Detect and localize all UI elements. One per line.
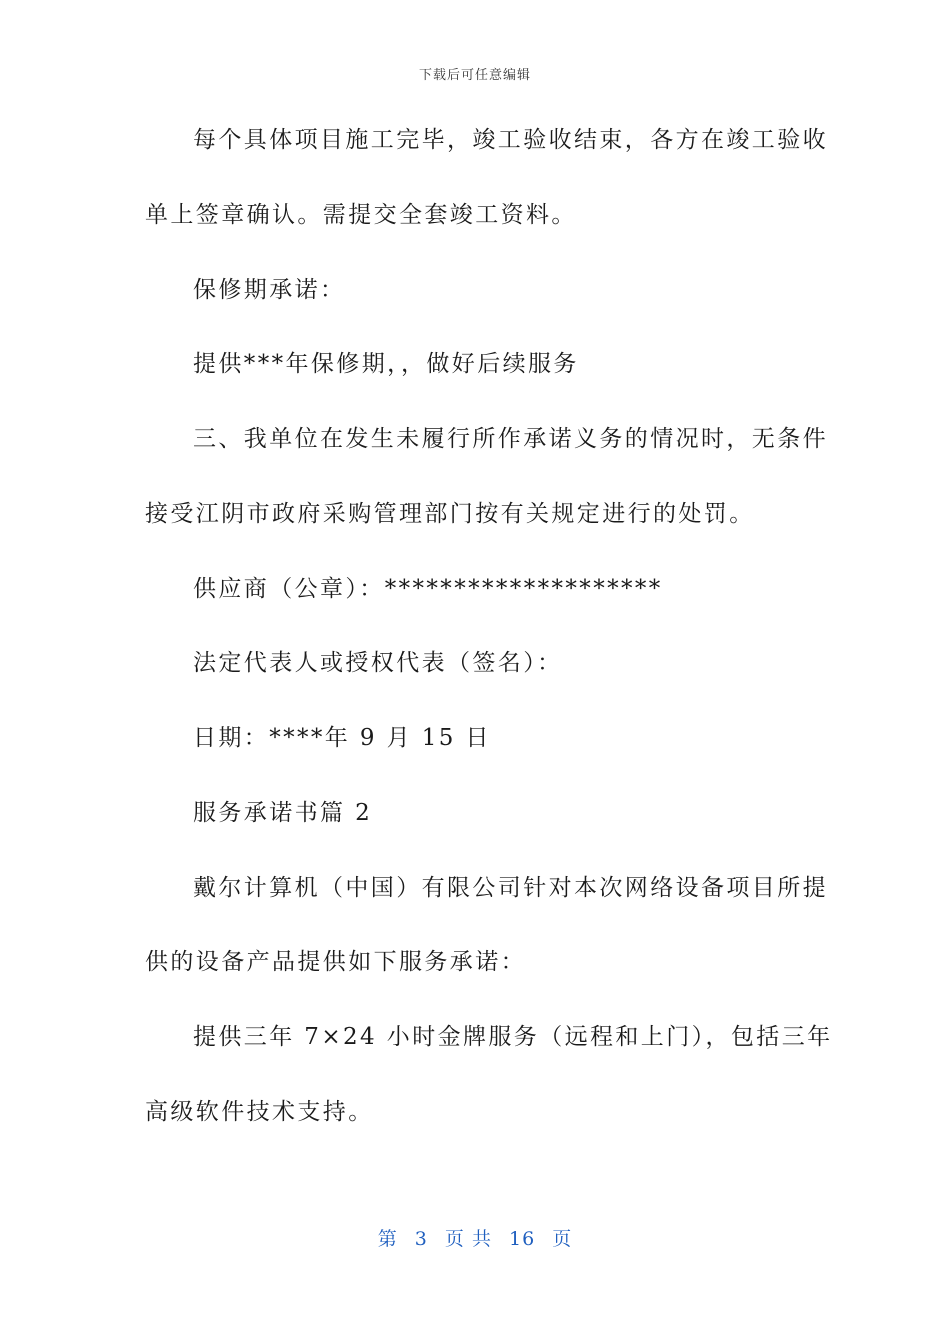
footer-prefix: 第 (377, 1228, 398, 1250)
paragraph-line: 戴尔计算机（中国）有限公司针对本次网络设备项目所提 (193, 875, 828, 901)
date-line: 日期：****年 9 月 15 日 (193, 725, 491, 751)
current-page-number: 3 (414, 1228, 428, 1250)
paragraph-line: 三、我单位在发生未履行所作承诺义务的情况时，无条件 (193, 426, 828, 452)
section-title: 服务承诺书篇 2 (193, 800, 373, 826)
supplier-seal-line: 供应商（公章）：******************** (193, 576, 663, 602)
paragraph-line: 高级软件技术支持。 (145, 1099, 374, 1125)
footer-middle: 页 共 (444, 1228, 492, 1250)
paragraph-line: 接受江阴市政府采购管理部门按有关规定进行的处罚。 (145, 501, 755, 527)
paragraph-line: 保修期承诺： (193, 277, 346, 303)
paragraph-line: 提供***年保修期，，做好后续服务 (193, 351, 579, 377)
paragraph-line: 每个具体项目施工完毕，竣工验收结束，各方在竣工验收 (193, 127, 828, 153)
total-pages-number: 16 (509, 1228, 536, 1250)
page-header: 下载后可任意编辑 (418, 68, 531, 83)
signature-line: 法定代表人或授权代表（签名）： (193, 650, 563, 676)
page-footer (0, 1224, 950, 1251)
paragraph-line: 供的设备产品提供如下服务承诺： (145, 949, 526, 975)
paragraph-line: 单上签章确认。需提交全套竣工资料。 (145, 202, 577, 228)
paragraph-line: 提供三年 7×24 小时金牌服务（远程和上门），包括三年 (193, 1024, 833, 1050)
footer-suffix: 页 (552, 1228, 573, 1250)
